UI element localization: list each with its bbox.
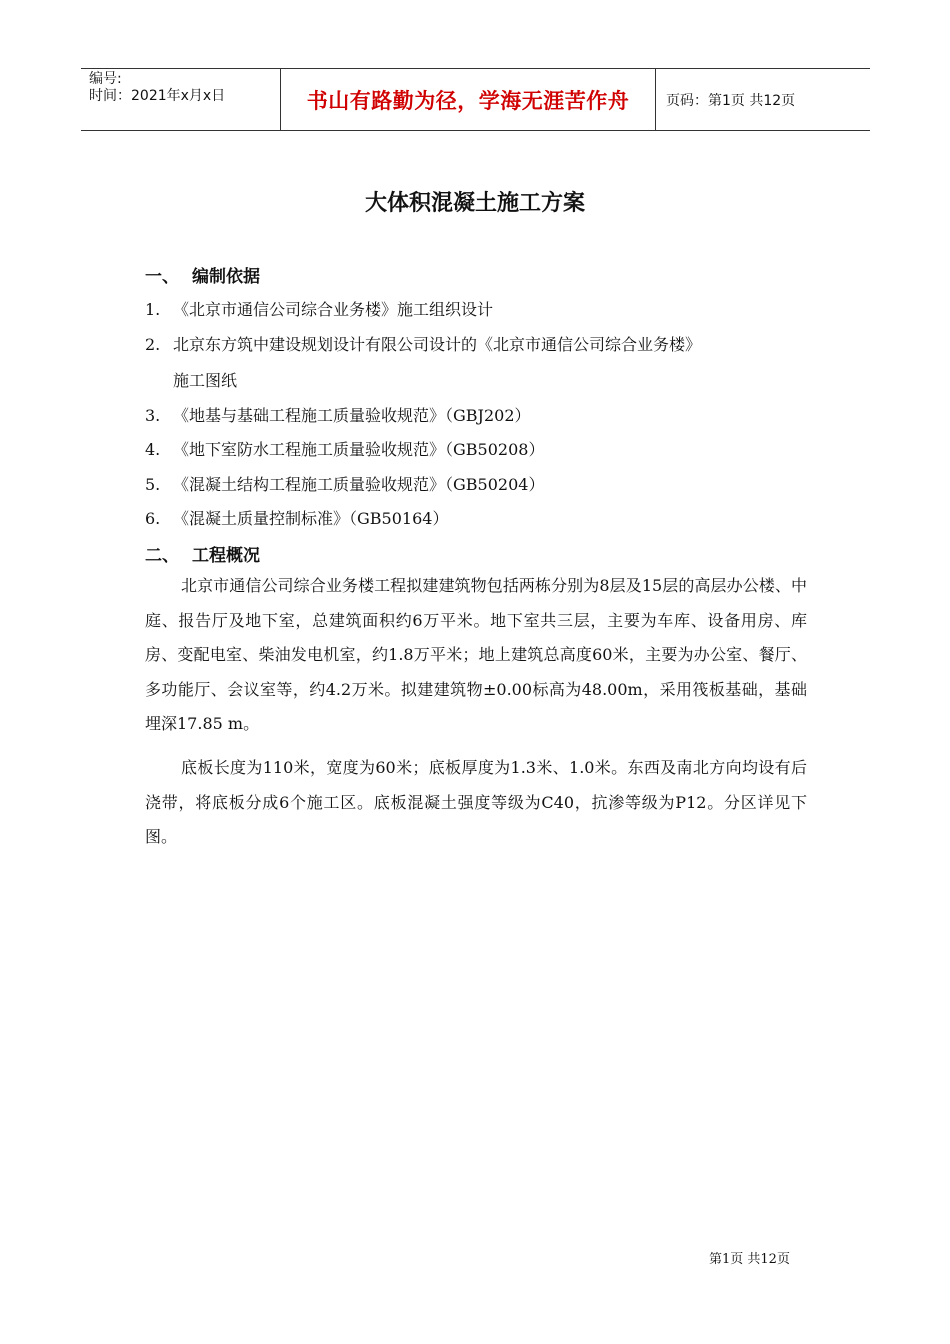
document-date: 时间：2021年x月x日 <box>89 88 226 104</box>
section-number: 一、 <box>145 267 179 287</box>
section-title: 编制依据 <box>192 267 260 287</box>
section-number: 二、 <box>145 546 179 566</box>
list-text: 《北京市通信公司综合业务楼》施工组织设计 <box>173 300 494 319</box>
list-number: 6. <box>145 509 161 528</box>
document-number-label: 编号: <box>89 71 122 87</box>
list-number: 2. <box>145 335 161 354</box>
list-number: 4. <box>145 440 161 459</box>
document-title: 大体积混凝土施工方案 <box>364 191 585 216</box>
header-page-info: 页码：第1页 共12页 <box>666 92 796 109</box>
list-item <box>145 506 448 529</box>
list-item <box>145 437 544 460</box>
section-title: 工程概况 <box>192 546 260 566</box>
list-number: 1. <box>145 300 161 319</box>
list-item <box>145 403 531 426</box>
list-text: 《混凝土结构工程施工质量验收规范》（GB50204） <box>173 475 545 494</box>
list-text: 北京东方筑中建设规划设计有限公司设计的《北京市通信公司综合业务楼》 <box>173 335 702 354</box>
list-text: 《混凝土质量控制标准》（GB50164） <box>173 509 449 528</box>
list-text: 《地基与基础工程施工质量验收规范》（GBJ202） <box>173 406 531 425</box>
list-item-continuation: 施工图纸 <box>173 371 238 390</box>
overview-paragraph: 底板长度为110米，宽度为60米；底板厚度为1.3米、1.0米。东西及南北方向均设有后浇带，将底板分成6个施工区。底板混凝土强度等级为C40，抗渗等级为P12。分区详见下图。 <box>145 758 807 846</box>
list-text: 《地下室防水工程施工质量验收规范》（GB50208） <box>173 440 545 459</box>
list-number: 3. <box>145 406 161 425</box>
list-number: 5. <box>145 475 161 494</box>
header-meta <box>81 69 281 130</box>
list-item <box>145 472 544 495</box>
page-footer: 第1页 共12页 <box>709 1252 790 1267</box>
section-heading-basis <box>145 262 260 287</box>
list-item <box>145 297 493 320</box>
list-item <box>145 332 701 355</box>
page-header <box>81 68 870 131</box>
overview-paragraph: 北京市通信公司综合业务楼工程拟建建筑物包括两栋分别为8层及15层的高层办公楼、中庭、报告厅及地下室，总建筑面积约6万平米。地下室共三层，主要为车库、设备用房、库房、变配电室、柴油发电机室，约1.8万平米；地上建筑总高度60米，主要为办公室、餐厅、多功能厅、会议室等，约4.2万米。拟建建筑物±0.00标高为48.00m，采用筏板基础，基础埋深17.85 m。 <box>145 576 807 733</box>
header-motto: 书山有路勤为径，学海无涯苦作舟 <box>281 69 656 130</box>
section-heading-overview <box>145 541 260 566</box>
